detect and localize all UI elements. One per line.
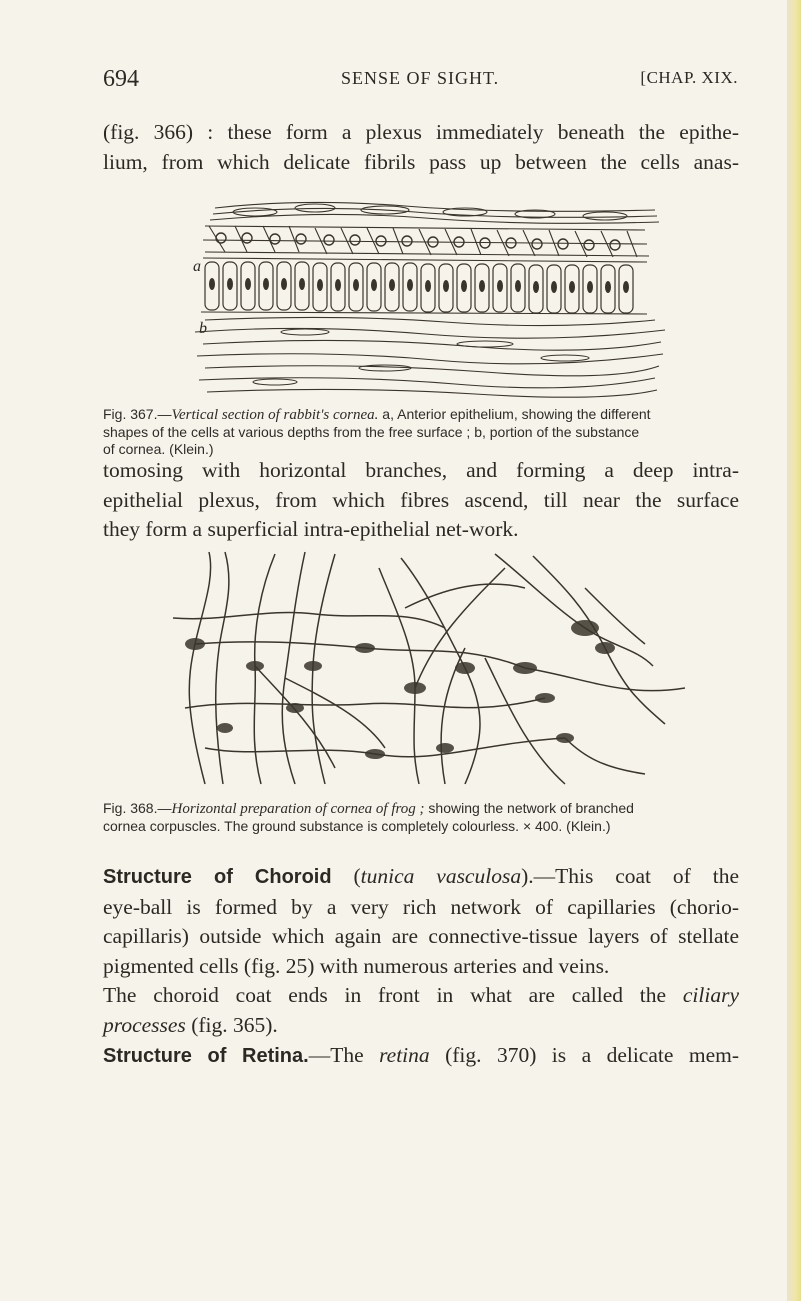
paragraph-cornea-plexus: [103, 118, 739, 177]
latin-term: tunica vasculosa: [360, 864, 522, 888]
corneal-corpuscle-network-drawing: [165, 548, 705, 788]
italic-term: processes: [103, 1012, 186, 1037]
text-line: [103, 862, 739, 893]
figure-367-caption: [103, 406, 739, 458]
text-fragment: (fig. 365).: [185, 1012, 278, 1037]
text-line: capillaris) outside which again are connective-tissue layers of stellate: [103, 924, 739, 949]
section-heading-retina: Structure of Retina.: [103, 1045, 309, 1067]
text-fragment: —The: [308, 1043, 380, 1067]
text-line: eye-ball is formed by a very rich network of capillaries (chorio-: [103, 894, 739, 919]
figure-label-a: a: [193, 258, 201, 275]
running-title: SENSE OF SIGHT.: [341, 68, 500, 88]
figure-label-b: b: [199, 320, 207, 337]
caption-figure-number: Fig. 367.—: [103, 406, 172, 422]
figure-367-illustration: [185, 196, 675, 400]
text-line: [103, 981, 739, 1011]
section-heading-choroid: Structure of Choroid: [103, 866, 332, 888]
text-line: epithelial plexus, from which fibres ascend, till near the surface: [103, 487, 739, 512]
text-line: pigmented cells (fig. 25) with numerous arteries and veins.: [103, 953, 610, 978]
running-header: [103, 66, 738, 96]
caption-line: cornea corpuscles. The ground substance is completely colourless. × 400. (Klein.): [103, 818, 611, 834]
caption-title: Vertical section of rabbit's cornea.: [171, 407, 379, 423]
text-fragment: (: [331, 864, 361, 888]
paragraph-retina: [103, 1041, 739, 1072]
italic-term: ciliary: [682, 983, 739, 1008]
text-line: lium, from which delicate fibrils pass up between the cells anas-: [103, 149, 739, 174]
text-fragment: The choroid coat ends in front in what are called the: [103, 983, 683, 1008]
cornea-section-drawing: [185, 196, 675, 400]
text-line: [103, 1011, 739, 1041]
caption-line: [103, 406, 739, 424]
text-fragment: (fig. 370) is a delicate mem-: [429, 1043, 740, 1067]
text-fragment: ).—This coat of the: [521, 864, 739, 888]
text-line: (fig. 366) : these form a plexus immediately beneath the epithe-: [103, 120, 739, 144]
caption-text: a, Anterior epithelium, showing the different: [378, 406, 651, 422]
caption-line: shapes of the cells at various depths from the free surface ; b, portion of the substance: [103, 424, 640, 440]
caption-line: [103, 800, 739, 818]
paragraph-choroid: [103, 862, 739, 1041]
figure-368-illustration: [165, 548, 705, 788]
text-line: they form a superficial intra-epithelial net-work.: [103, 517, 519, 542]
figure-368-caption: [103, 800, 739, 835]
caption-figure-number: Fig. 368.—: [103, 800, 172, 816]
caption-text: showing the network of branched: [424, 800, 634, 816]
caption-line: of cornea. (Klein.): [103, 441, 214, 457]
page-number: 694: [103, 66, 139, 92]
caption-title: Horizontal preparation of cornea of frog ;: [171, 801, 425, 817]
text-line: [103, 1041, 739, 1072]
italic-term: retina: [379, 1043, 430, 1067]
chapter-label: [CHAP. XIX.: [640, 68, 738, 87]
paragraph-intra-epithelial: [103, 456, 739, 545]
page-edge: [787, 0, 801, 1301]
text-line: tomosing with horizontal branches, and forming a deep intra-: [103, 458, 739, 482]
